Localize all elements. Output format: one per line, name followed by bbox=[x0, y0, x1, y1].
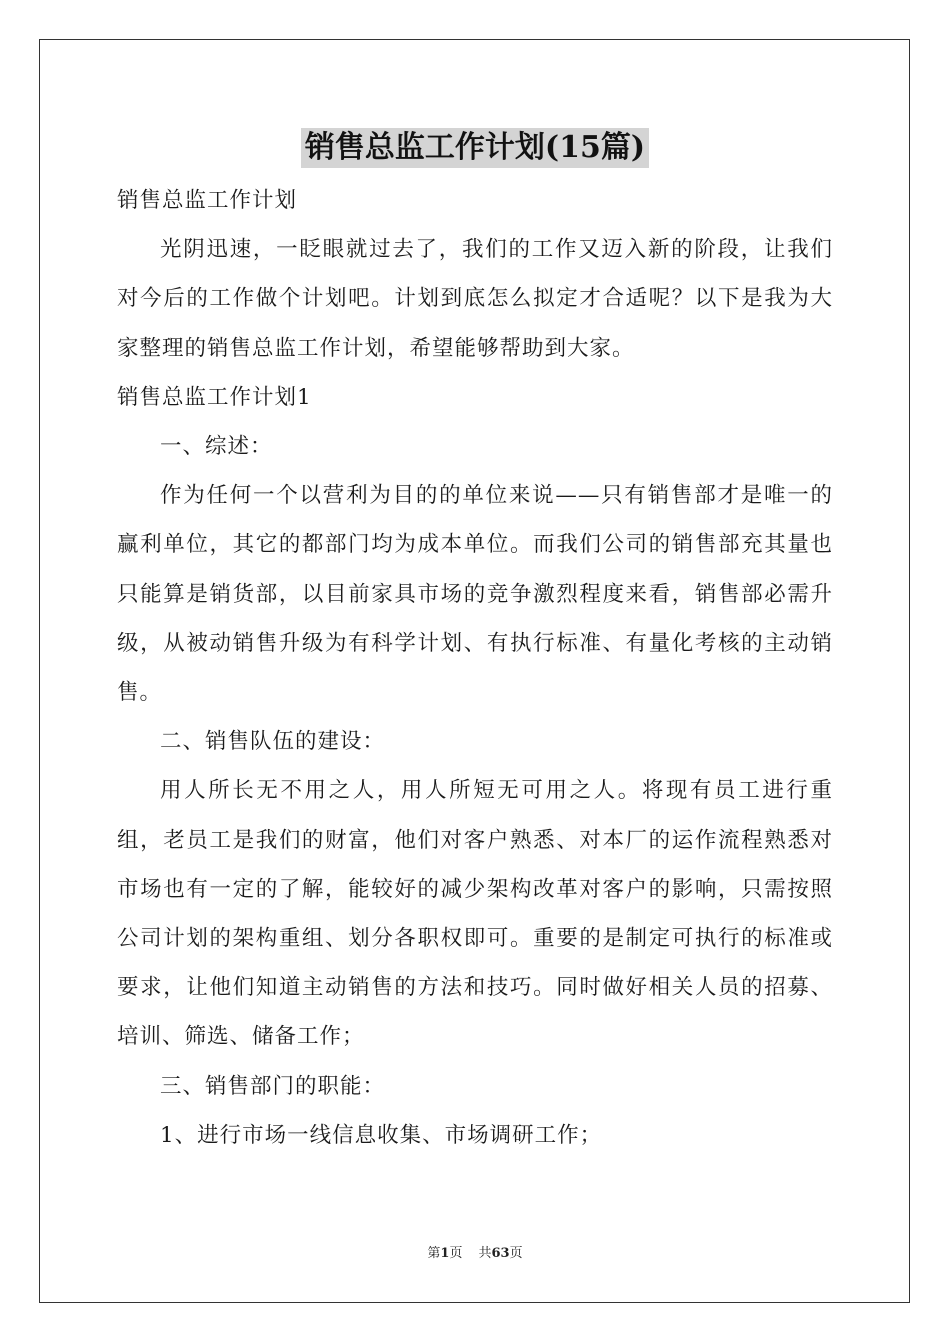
page-footer bbox=[0, 1244, 950, 1264]
paragraph: 三、销售部门的职能： bbox=[160, 1073, 386, 1099]
total-suffix: 页 bbox=[509, 1246, 523, 1261]
title-container bbox=[0, 128, 950, 168]
paragraph: 一、综述： bbox=[160, 434, 273, 460]
paragraph: 销售总监工作计划 bbox=[117, 188, 298, 213]
total-pages: 63 bbox=[491, 1246, 510, 1261]
paragraph: 作为任何一个以营利为目的的单位来说——只有销售部才是唯一的赢利单位，其它的都部门均为成本单位。而我们公司的销售部充其量也只能算是销货部，以目前家具市场的竞争激烈程度来看，销售部必需升级，从被动销售升级为有科学计划、有执行标准、有量化考核的主动销售。 bbox=[117, 483, 833, 706]
paragraph: 光阴迅速，一眨眼就过去了，我们的工作又迈入新的阶段，让我们对今后的工作做个计划吧。计划到底怎么拟定才合适呢？以下是我为大家整理的销售总监工作计划，希望能够帮助到大家。 bbox=[117, 237, 833, 361]
page-prefix: 第 bbox=[427, 1246, 441, 1261]
document-title: 销售总监工作计划(15篇) bbox=[301, 128, 649, 168]
paragraph: 用人所长无不用之人，用人所短无可用之人。将现有员工进行重组，老员工是我们的财富，他们对客户熟悉、对本厂的运作流程熟悉对市场也有一定的了解，能较好的减少架构改革对客户的影响，只需按照公司计划的架构重组、划分各职权即可。重要的是制定可执行的标准或要求，让他们知道主动销售的方法和技巧。同时做好相关人员的招募、培训、筛选、储备工作； bbox=[117, 778, 833, 1050]
page-number: 1 bbox=[440, 1246, 450, 1261]
total-prefix: 共 bbox=[478, 1246, 492, 1261]
section-heading: 销售总监工作计划1 bbox=[117, 384, 312, 410]
paragraph: 1、进行市场一线信息收集、市场调研工作； bbox=[160, 1122, 603, 1148]
paragraph: 二、销售队伍的建设： bbox=[160, 729, 386, 755]
document-body bbox=[117, 176, 833, 1160]
page-suffix: 页 bbox=[449, 1246, 463, 1261]
